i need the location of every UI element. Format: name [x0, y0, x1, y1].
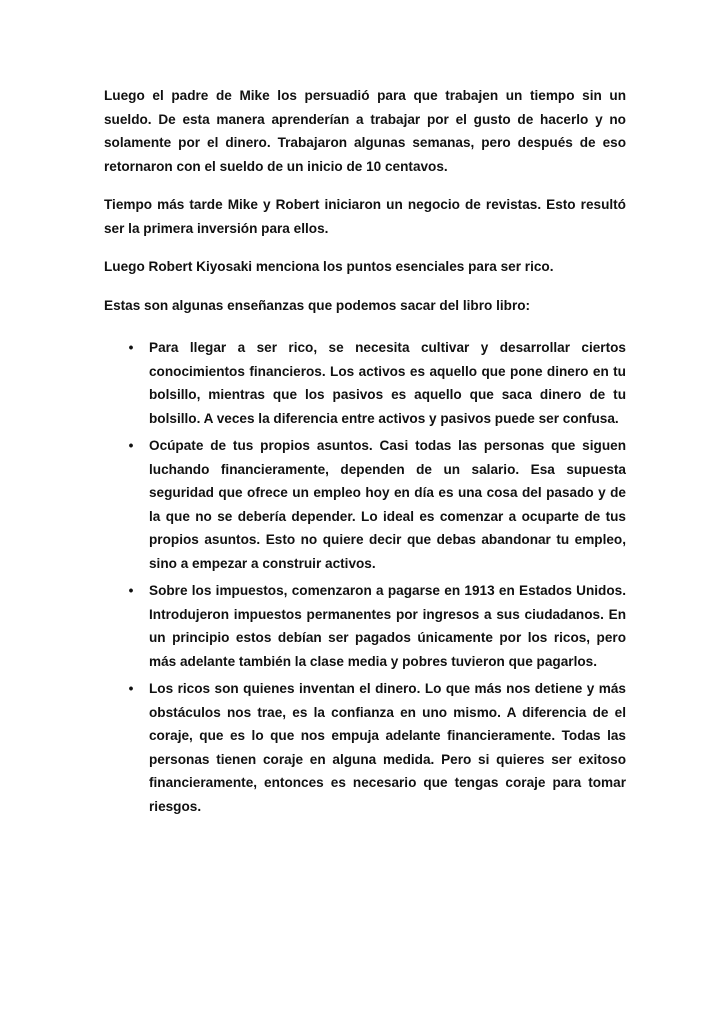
- list-item-text: Para llegar a ser rico, se necesita cultivar y desarrollar ciertos conocimientos financieros. Los activos es aquello que pone dinero en tu bolsillo, mientras que los pasivos es aquello que saca dinero de tu bolsillo. A veces la diferencia entre activos y pasivos puede ser confusa.: [149, 340, 626, 426]
- list-item-text: Los ricos son quienes inventan el dinero. Lo que más nos detiene y más obstáculos nos trae, es la confianza en uno mismo. A diferencia de el coraje, que es lo que nos empuja adelante financieramente. Todas las personas tienen coraje en alguna medida. Pero si quieres ser exitoso financieramente, entonces es necesario que tengas coraje para tomar riesgos.: [149, 681, 626, 814]
- bullet-icon: •: [128, 438, 134, 453]
- bullet-icon: •: [128, 681, 134, 696]
- list-item-conocimientos-financieros: [104, 336, 626, 430]
- document-body: [104, 84, 626, 818]
- list-item-text: Ocúpate de tus propios asuntos. Casi todas las personas que siguen luchando financieramente, dependen de un salario. Esa supuesta seguridad que ofrece un empleo hoy en día es una cosa del pasado y de la que no se debería depender. Lo ideal es comenzar a ocuparte de tus propios asuntos. Esto no quiere decir que debas abandonar tu empleo, sino a empezar a construir activos.: [149, 438, 626, 571]
- paragraph-ensenanzas-intro: Estas son algunas enseñanzas que podemos sacar del libro libro:: [104, 297, 531, 313]
- list-item-coraje: [104, 677, 626, 818]
- list-item-impuestos: [104, 579, 626, 673]
- paragraph-padre-de-mike: Luego el padre de Mike los persuadió para que trabajen un tiempo sin un sueldo. De esta manera aprenderían a trabajar por el gusto de hacerlo y no solamente por el dinero. Trabajaron algunas semanas, pero después de eso retornaron con el sueldo de un inicio de 10 centavos.: [104, 88, 626, 174]
- list-item-propios-asuntos: [104, 434, 626, 575]
- teachings-list: [104, 336, 626, 818]
- paragraph-puntos-esenciales: Luego Robert Kiyosaki menciona los puntos esenciales para ser rico.: [104, 259, 554, 274]
- bullet-icon: •: [128, 583, 134, 598]
- list-item-text: Sobre los impuestos, comenzaron a pagarse en 1913 en Estados Unidos. Introdujeron impuestos permanentes por ingresos a sus ciudadanos. En un principio estos debían ser pagados únicamente por los ricos, pero más adelante también la clase media y pobres tuvieron que pagarlos.: [149, 583, 626, 669]
- paragraph-negocio-revistas: Tiempo más tarde Mike y Robert iniciaron un negocio de revistas. Esto resultó ser la primera inversión para ellos.: [104, 197, 626, 236]
- bullet-icon: •: [128, 340, 134, 355]
